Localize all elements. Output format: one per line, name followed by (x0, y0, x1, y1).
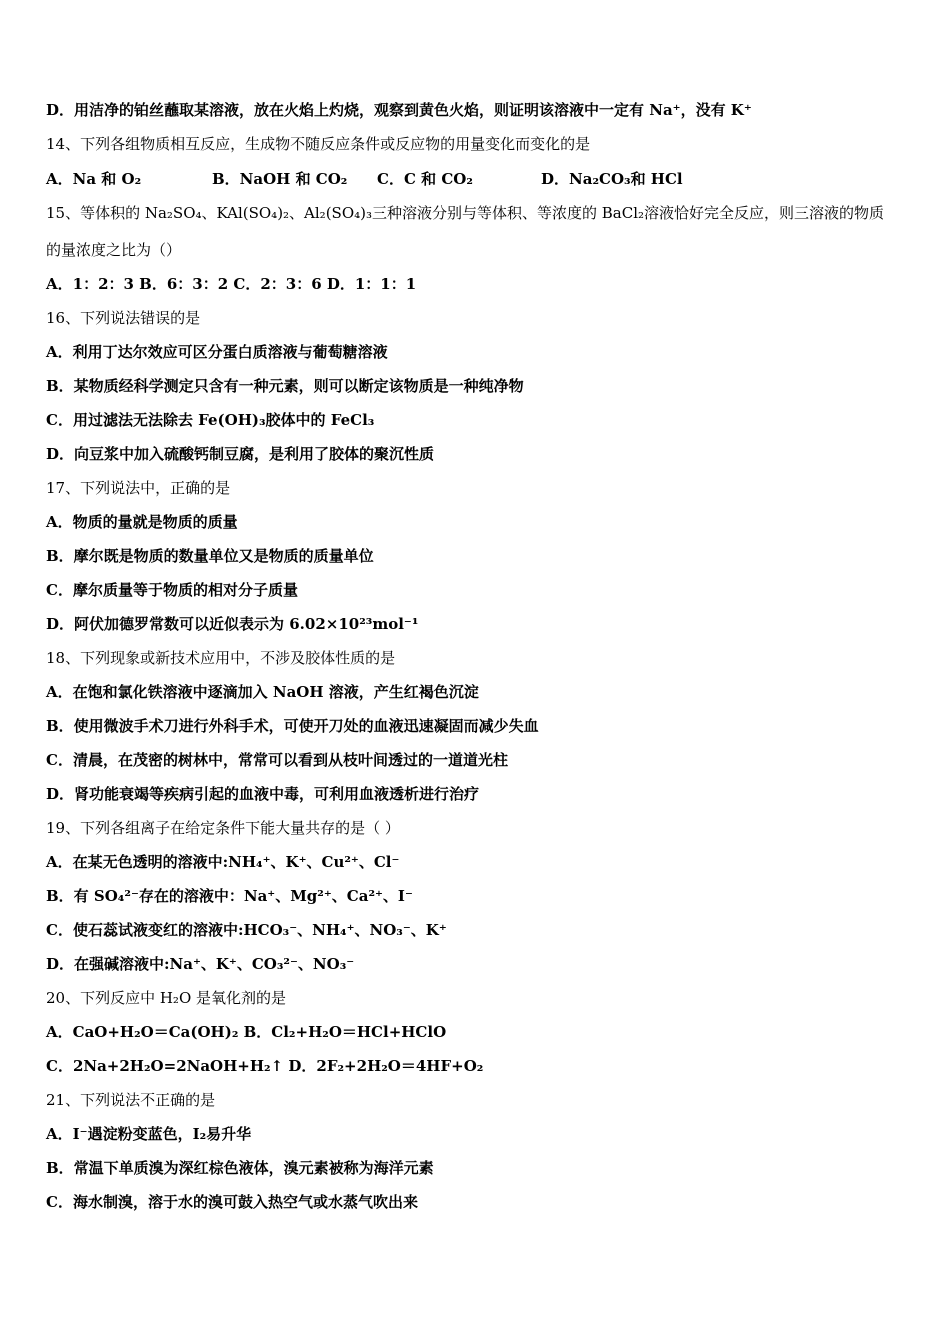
option-19b: B．有 SO₄²⁻存在的溶液中：Na⁺、Mg²⁺、Ca²⁺、I⁻ (46, 887, 413, 905)
option-21a: A．I⁻遇淀粉变蓝色，I₂易升华 (46, 1125, 252, 1143)
options-15: A．1：2：3 B．6：3：2 C．2：3：6 D．1：1：1 (46, 275, 417, 293)
option-18b: B．使用微波手术刀进行外科手术，可使开刀处的血液迅速凝固而减少失血 (46, 717, 539, 735)
option-18a: A．在饱和氯化铁溶液中逐滴加入 NaOH 溶液，产生红褐色沉淀 (46, 683, 479, 701)
option-18c: C．清晨，在茂密的树林中，常常可以看到从枝叶间透过的一道道光柱 (46, 751, 508, 769)
question-17: 17、下列说法中，正确的是 (46, 479, 231, 497)
question-20: 20、下列反应中 H₂O 是氧化剂的是 (46, 989, 287, 1007)
question-18: 18、下列现象或新技术应用中，不涉及胶体性质的是 (46, 649, 396, 667)
option-14c: C．C 和 CO₂ (377, 170, 473, 188)
option-19c: C．使石蕊试液变红的溶液中:HCO₃⁻、NH₄⁺、NO₃⁻、K⁺ (46, 921, 447, 939)
option-17d: D．阿伏加德罗常数可以近似表示为 6.02×10²³mol⁻¹ (46, 615, 419, 633)
option-21b: B．常温下单质溴为深红棕色液体，溴元素被称为海洋元素 (46, 1159, 434, 1177)
option-21c: C．海水制溴，溶于水的溴可鼓入热空气或水蒸气吹出来 (46, 1193, 418, 1211)
option-17b: B．摩尔既是物质的数量单位又是物质的质量单位 (46, 547, 374, 565)
option-19a: A．在某无色透明的溶液中:NH₄⁺、K⁺、Cu²⁺、Cl⁻ (46, 853, 400, 871)
option-14b: B．NaOH 和 CO₂ (212, 170, 348, 188)
option-17c: C．摩尔质量等于物质的相对分子质量 (46, 581, 298, 599)
options-20cd: C．2Na+2H₂O=2NaOH+H₂↑ D．2F₂+2H₂O＝4HF+O₂ (46, 1057, 484, 1075)
question-15-cont: 的量浓度之比为（） (46, 241, 182, 259)
option-14a: A．Na 和 O₂ (46, 170, 142, 188)
question-19: 19、下列各组离子在给定条件下能大量共存的是（ ） (46, 819, 400, 837)
option-13d: D．用洁净的铂丝蘸取某溶液，放在火焰上灼烧，观察到黄色火焰，则证明该溶液中一定有 Na⁺，没有 K⁺ (46, 101, 752, 119)
options-20ab: A．CaO+H₂O＝Ca(OH)₂ B．Cl₂+H₂O＝HCl+HClO (46, 1023, 447, 1041)
option-14d: D．Na₂CO₃和 HCl (541, 170, 683, 188)
option-16c: C．用过滤法无法除去 Fe(OH)₃胶体中的 FeCl₃ (46, 411, 375, 429)
question-16: 16、下列说法错误的是 (46, 309, 201, 327)
option-18d: D．肾功能衰竭等疾病引起的血液中毒，可利用血液透析进行治疗 (46, 785, 480, 803)
option-16a: A．利用丁达尔效应可区分蛋白质溶液与葡萄糖溶液 (46, 343, 388, 361)
question-14: 14、下列各组物质相互反应，生成物不随反应条件或反应物的用量变化而变化的是 (46, 135, 591, 153)
option-16b: B．某物质经科学测定只含有一种元素，则可以断定该物质是一种纯净物 (46, 377, 524, 395)
question-15: 15、等体积的 Na₂SO₄、KAl(SO₄)₂、Al₂(SO₄)₃三种溶液分别与等体积、等浓度的 BaCl₂溶液恰好完全反应，则三溶液的物质 (46, 204, 885, 222)
option-17a: A．物质的量就是物质的质量 (46, 513, 238, 531)
option-19d: D．在强碱溶液中:Na⁺、K⁺、CO₃²⁻、NO₃⁻ (46, 955, 355, 973)
question-21: 21、下列说法不正确的是 (46, 1091, 216, 1109)
option-16d: D．向豆浆中加入硫酸钙制豆腐，是利用了胶体的聚沉性质 (46, 445, 435, 463)
